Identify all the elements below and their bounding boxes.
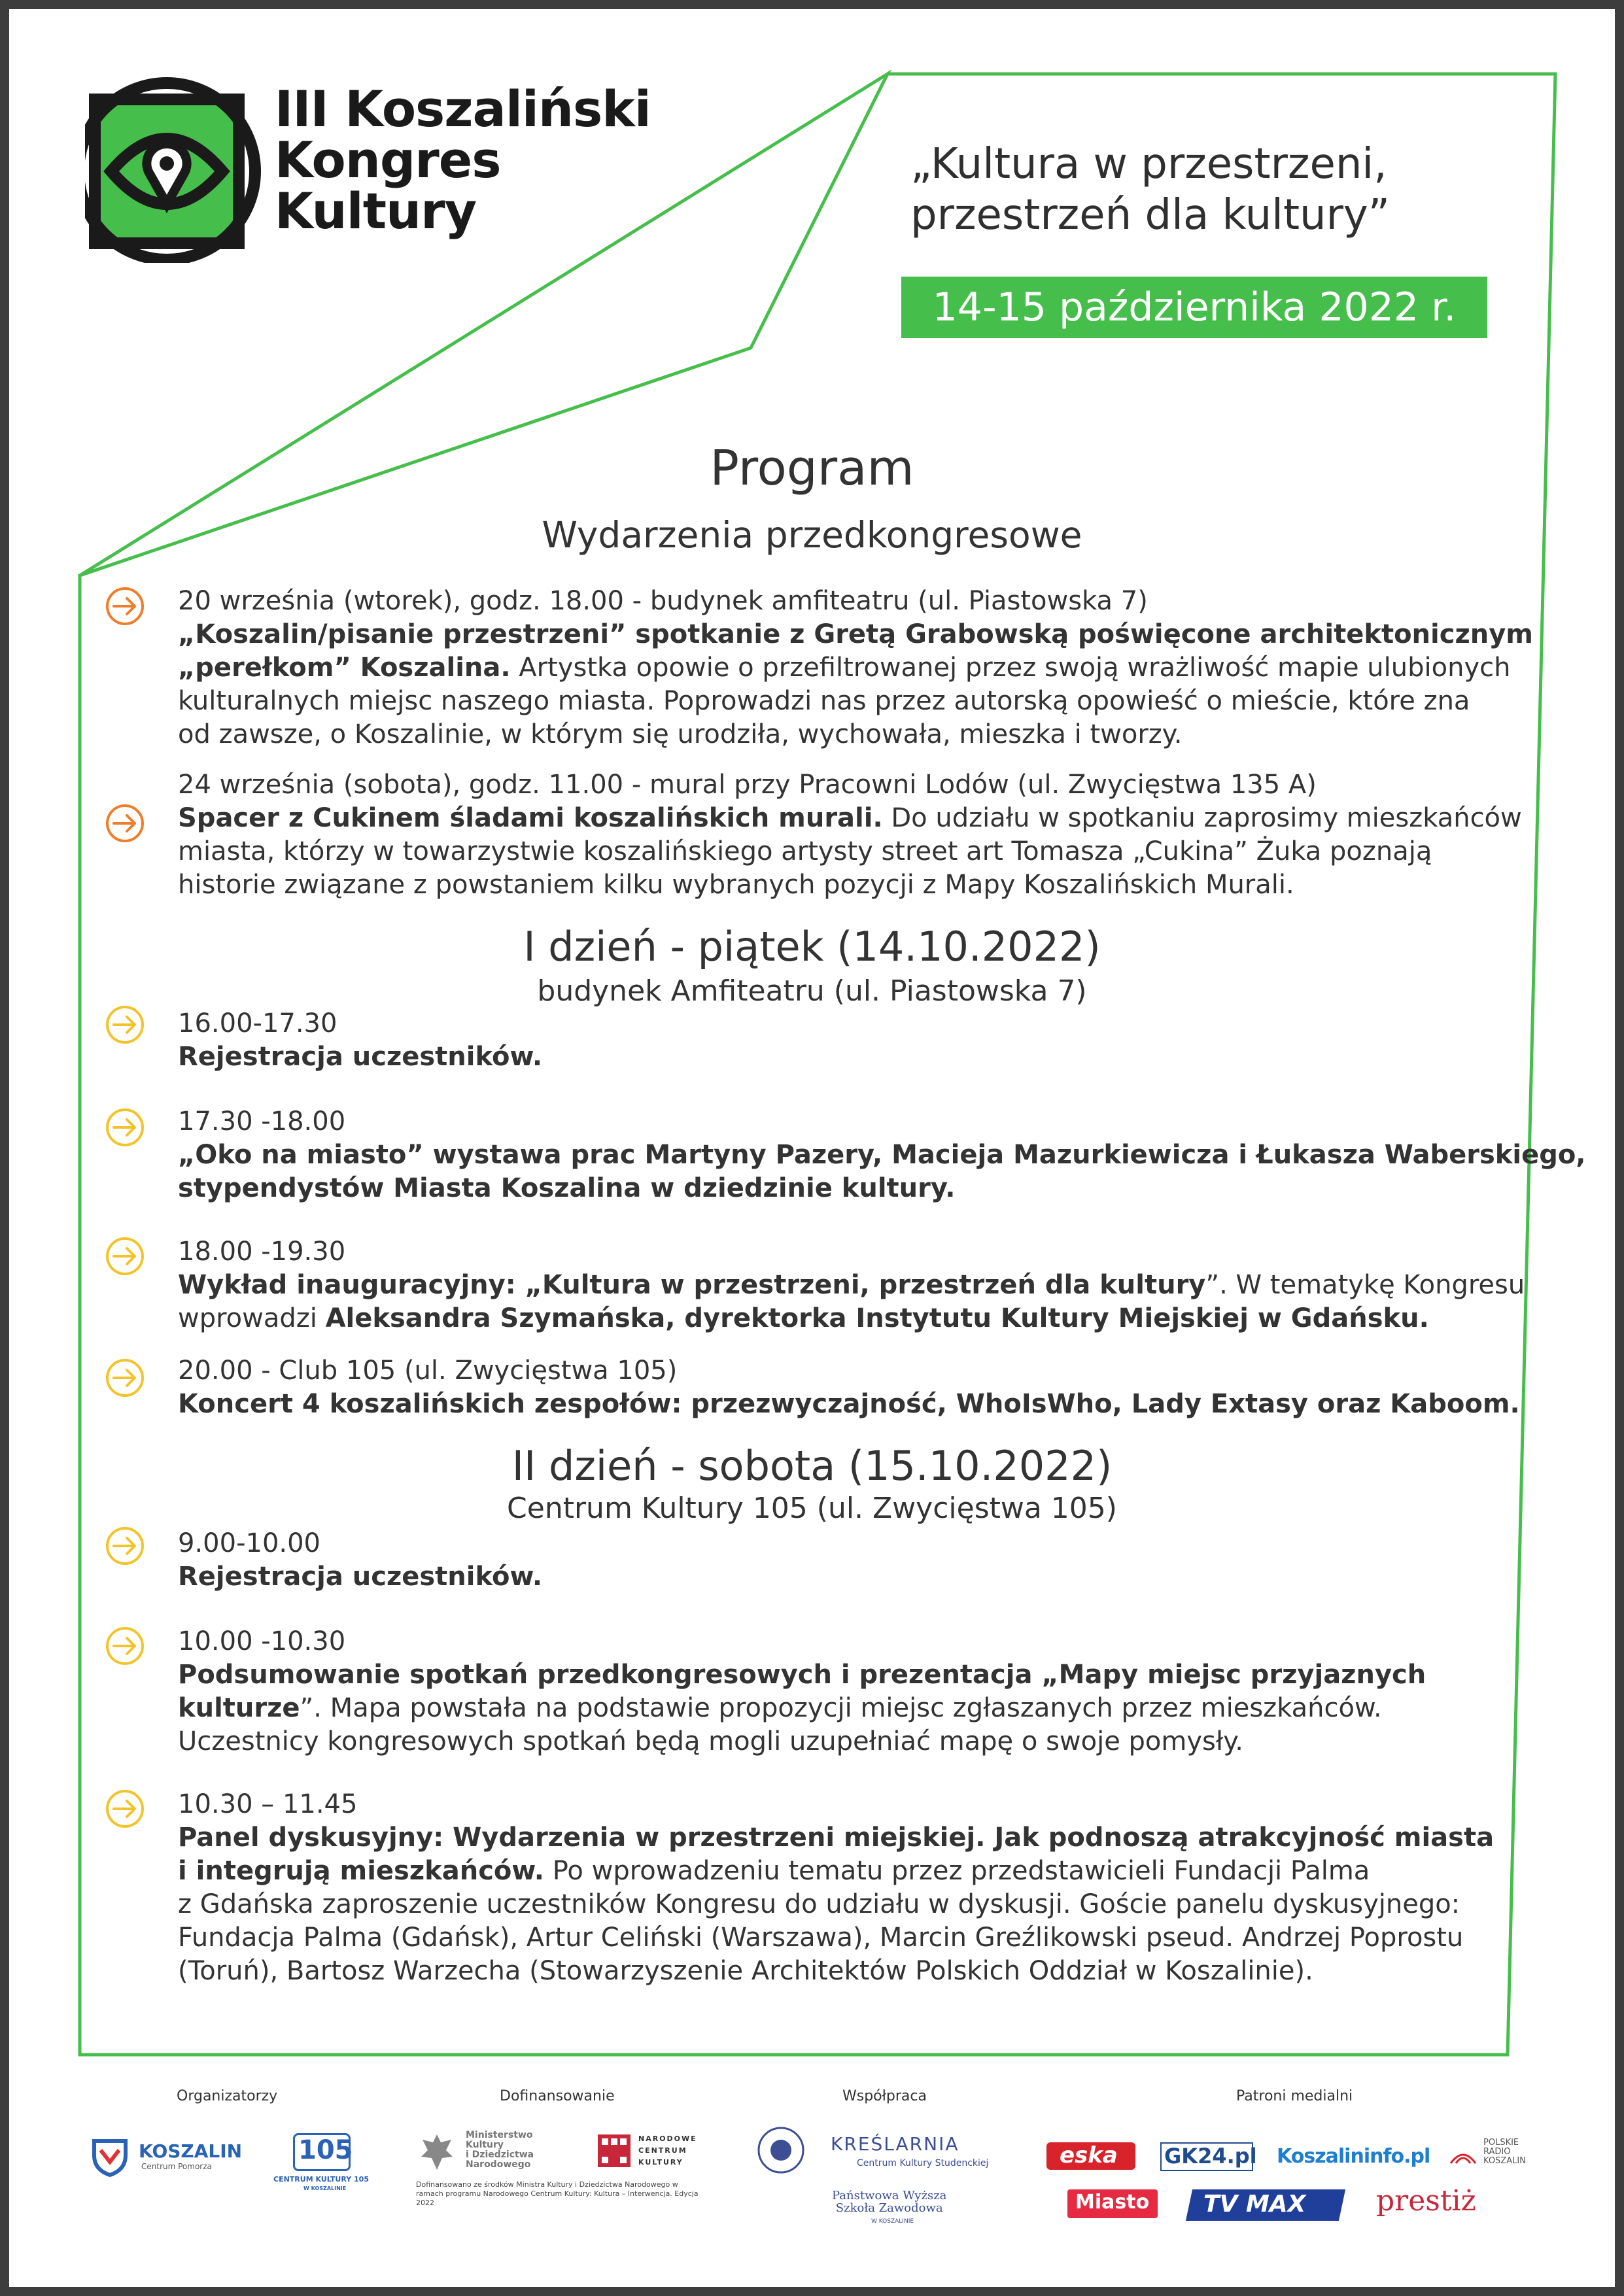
congress-logo-text	[275, 80, 651, 240]
day1-item-3-desc: ”. W tematykę Kongresu	[1205, 1270, 1525, 1300]
prestiz-logo: prestiż	[1376, 2184, 1476, 2218]
logo-line-2: Kongres	[275, 131, 501, 189]
tvmax-logo-text: TV MAX	[1203, 2191, 1306, 2218]
day1-item-3-speaker: Aleksandra Szymańska, dyrektorka Instytutu Kultury Miejskiej w Gdańsku.	[325, 1303, 1429, 1333]
congress-dates: 14-15 października 2022 r.	[901, 277, 1487, 338]
kreslarnia-sub: Centrum Kultury Studenckiej	[857, 2158, 989, 2168]
day2-item-3	[178, 1788, 1525, 1988]
ck105-number: 105	[298, 2135, 353, 2165]
day1-item-3-desc-2: wprowadzi	[178, 1303, 326, 1333]
eagle-emblem-icon	[419, 2131, 455, 2172]
koszalin-crest-icon	[89, 2136, 131, 2178]
pre-event-1-desc-3: od zawsze, o Koszalinie, w którym się urodziła, wychowała, mieszka i tworzy.	[178, 719, 1183, 749]
ck105-sub2: W KOSZALINIE	[303, 2185, 347, 2191]
day1-item-2	[178, 1105, 1586, 1205]
day1-item-2-title: „Oko na miasto” wystawa prac Martyny Pazery, Macieja Mazurkiewicza i Łukasza Waberskiego,	[178, 1140, 1586, 1170]
day2-item-1-time: 9.00-10.00	[178, 1528, 321, 1558]
arrow-right-icon	[105, 1526, 145, 1566]
day2-item-3-title-cont: i integrują mieszkańców.	[178, 1856, 544, 1886]
pre-event-1-title: „Koszalin/pisanie przestrzeni” spotkanie z Gretą Grabowską poświęcone architektonicznym	[178, 619, 1533, 649]
day1-item-4	[178, 1354, 1525, 1421]
day2-item-3-desc-3: Fundacja Palma (Gdańsk), Artur Celiński (Warszawa), Marcin Greźlikowski pseud. Andrzej Poprostu	[178, 1923, 1464, 1953]
day1-item-4-time: 20.00 - Club 105 (ul. Zwycięstwa 105)	[178, 1356, 678, 1386]
day2-item-1-title: Rejestracja uczestników.	[178, 1562, 543, 1592]
organizers-label: Organizatorzy	[177, 2088, 278, 2104]
day2-item-2-desc: ”. Mapa powstała na podstawie propozycji miejsc zgłaszanych przez mieszkańców.	[300, 1693, 1382, 1723]
arrow-right-icon	[105, 1626, 145, 1666]
pwsz-sub: W KOSZALINIE	[871, 2218, 914, 2225]
pwsz-logo: Państwowa Wyższa Szkoła Zawodowa	[832, 2189, 947, 2215]
ministry-logo: Ministerstwo Kultury i Dziedzictwa Narodowego	[466, 2130, 534, 2170]
arrow-right-icon	[105, 1004, 145, 1045]
day2-item-2	[178, 1625, 1525, 1758]
day2-item-3-desc-4: (Toruń), Bartosz Warzecha (Stowarzyszenie Architektów Polskich Oddział w Koszalinie).	[178, 1956, 1313, 1986]
radio-waves-icon	[1448, 2146, 1478, 2166]
day2-item-3-desc-2: z Gdańska zaproszenie uczestników Kongresu do udziału w dyskusji. Goście panelu dyskusyjnego:	[178, 1889, 1460, 1919]
day1-item-3-title: Wykład inauguracyjny: „Kultura w przestrzeni, przestrzeń dla kultury	[178, 1270, 1206, 1300]
cooperation-label: Współpraca	[842, 2088, 927, 2104]
day1-item-1	[178, 1007, 1525, 1074]
funding-label: Dofinansowanie	[500, 2088, 615, 2104]
pre-event-2-when: 24 września (sobota), godz. 11.00 - mural przy Pracowni Lodów (ul. Zwycięstwa 135 A)	[178, 770, 1317, 800]
day2-item-2-time: 10.00 -10.30	[178, 1626, 346, 1656]
day1-item-2-title-cont: stypendystów Miasta Koszalina w dziedzinie kultury.	[178, 1173, 956, 1203]
day1-item-2-time: 17.30 -18.00	[178, 1106, 346, 1137]
pre-event-2	[178, 768, 1525, 902]
nck-logo-icon	[596, 2133, 632, 2168]
day2-item-3-time: 10.30 – 11.45	[178, 1789, 358, 1819]
day1-item-3	[178, 1235, 1525, 1335]
pre-event-2-desc-3: historie związane z powstaniem kilku wybranych pozycji z Mapy Koszalińskich Murali.	[178, 870, 1294, 900]
logo-line-3: Kultury	[275, 182, 477, 240]
slogan-line-2: przestrzeń dla kultury”	[910, 191, 1390, 239]
day1-item-4-title: Koncert 4 koszalińskich zespołów: przezwyczajność, WhoIsWho, Lady Extasy oraz Kaboom.	[178, 1389, 1520, 1419]
koszalin-logo-sub: Centrum Pomorza	[141, 2162, 212, 2171]
day2-item-2-desc-2: Uczestnicy kongresowych spotkań będą mogli uzupełniać mapę o swoje pomysły.	[178, 1726, 1243, 1756]
nck-logo: NARODOWE CENTRUM KULTURY	[638, 2134, 697, 2167]
miasto-logo-text: Miasto	[1075, 2191, 1150, 2214]
prk-logo: POLSKIE RADIO KOSZALIN	[1483, 2138, 1526, 2166]
arrow-right-icon	[105, 1789, 145, 1829]
pre-event-1	[178, 585, 1533, 751]
day2-item-3-desc: Po wprowadzeniu tematu przez przedstawicieli Fundacji Palma	[544, 1856, 1370, 1886]
day2-venue: Centrum Kultury 105 (ul. Zwycięstwa 105)	[507, 1492, 1117, 1525]
pre-event-1-desc: Artystka opowie o przefiltrowanej przez swoją wrażliwość mapie ulubionych	[510, 653, 1511, 683]
politechnika-seal-icon	[756, 2125, 806, 2175]
pre-event-2-title: Spacer z Cukinem śladami koszalińskich murali.	[178, 803, 883, 833]
eye-logo-icon	[85, 73, 275, 263]
day2-item-1	[178, 1527, 1525, 1594]
program-title: Program	[710, 440, 914, 496]
day1-venue: budynek Amfiteatru (ul. Piastowska 7)	[537, 974, 1087, 1008]
pre-event-1-desc-2: kulturalnych miejsc naszego miasta. Poprowadzi nas przez autorską opowieść o mieście, które zna	[178, 686, 1470, 716]
day2-item-3-title: Panel dyskusyjny: Wydarzenia w przestrzeni miejskiej. Jak podnoszą atrakcyjność miasta	[178, 1823, 1494, 1853]
eska-logo-text: eska	[1060, 2142, 1118, 2168]
arrow-right-icon	[105, 1236, 145, 1277]
media-label: Patroni medialni	[1236, 2088, 1353, 2104]
pre-congress-title: Wydarzenia przedkongresowe	[542, 514, 1082, 556]
day1-item-1-title: Rejestracja uczestników.	[178, 1042, 543, 1072]
pre-event-2-desc: Do udziału w spotkaniu zaprosimy mieszkańców	[882, 803, 1522, 833]
day1-title: I dzień - piątek (14.10.2022)	[523, 923, 1101, 970]
day2-item-2-title: Podsumowanie spotkań przedkongresowych i prezentacja „Mapy miejsc przyjaznych	[178, 1660, 1426, 1690]
day2-title: II dzień - sobota (15.10.2022)	[511, 1442, 1113, 1490]
congress-slogan	[910, 139, 1499, 241]
gk24-logo-text: GK24.pl	[1164, 2144, 1257, 2168]
pre-event-1-when: 20 września (wtorek), godz. 18.00 - budynek amfiteatru (ul. Piastowska 7)	[178, 586, 1148, 616]
day1-item-1-time: 16.00-17.30	[178, 1008, 337, 1038]
slogan-line-1: „Kultura w przestrzeni,	[910, 140, 1387, 188]
day2-item-2-title-cont: kulturze	[178, 1693, 300, 1723]
pre-event-2-desc-2: miasta, którzy w towarzystwie koszalińskiego artysty street art Tomasza „Cukina” Żuka poznają	[178, 836, 1432, 866]
koszalin-logo: KOSZALIN	[139, 2140, 243, 2162]
arrow-right-icon	[105, 803, 145, 844]
arrow-right-icon	[105, 1107, 145, 1148]
funding-note: Dofinansowano ze środków Ministra Kultury i Dziedzictwa Narodowego w ramach programu Narodowego Centrum Kultury: Kultura – Interwencja. Edycja 2022	[416, 2180, 699, 2207]
arrow-right-icon	[105, 1358, 145, 1398]
arrow-right-icon	[105, 586, 145, 626]
pre-event-1-title-cont: „perełkom” Koszalina.	[178, 653, 511, 683]
koszalininfo-logo: Koszalininfo.pl	[1277, 2145, 1430, 2168]
kreslarnia-logo: KREŚLARNIA	[831, 2133, 959, 2155]
day1-item-3-time: 18.00 -19.30	[178, 1237, 346, 1267]
logo-line-1: III Koszaliński	[275, 80, 651, 138]
ck105-sub: CENTRUM KULTURY 105	[273, 2175, 369, 2184]
